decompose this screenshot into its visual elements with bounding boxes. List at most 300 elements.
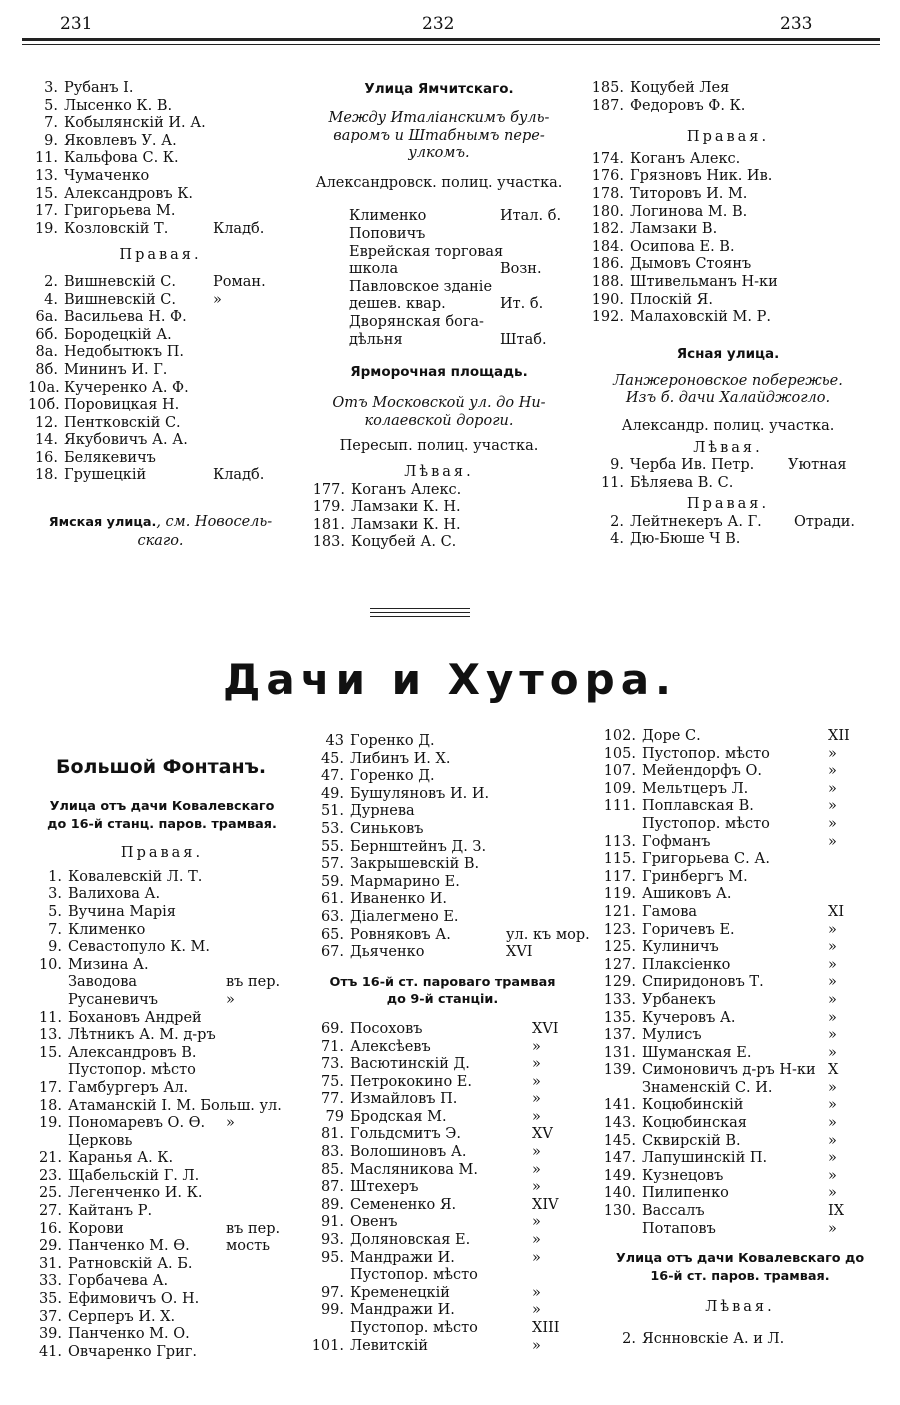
entry-name: Мандражи И. [350, 1249, 455, 1266]
list-entry [588, 475, 868, 493]
entry-name: Ровняковъ А. [350, 926, 451, 943]
list-entry [588, 292, 868, 310]
entry-location: » [828, 1220, 837, 1237]
entry-location: Роман. [213, 273, 266, 290]
police-district-2: Пересып. полиц. участка. [339, 438, 539, 455]
entry-number: 37. [38, 1308, 62, 1325]
list-entry [28, 1309, 296, 1327]
entry-number: 73. [320, 1056, 344, 1073]
entry-number: 27. [38, 1203, 62, 1220]
entry-name: Дю-Бюше Ч В. [630, 531, 741, 548]
text-line: 16-й ст. паров. трамвая. [650, 1268, 830, 1284]
entry-name: Петрококино Е. [350, 1073, 472, 1090]
list-entry [596, 974, 884, 992]
bottom-column-2 [310, 733, 590, 1355]
area-title: Большой Фонтанъ. [56, 756, 267, 778]
list-entry [305, 226, 573, 244]
entry-number: 131. [603, 1044, 636, 1061]
list-entry [596, 1203, 884, 1221]
entry-location: Уютная [788, 457, 847, 474]
list-entry [310, 1250, 575, 1268]
entry-number: 133. [603, 991, 636, 1008]
entry-name: Мармарино Е. [350, 873, 460, 890]
square-title: Ярморочная площадь. [350, 364, 528, 381]
entry-name: Кулиничъ [642, 939, 719, 956]
list-entry [596, 816, 884, 834]
entry-number: 53. [320, 820, 344, 837]
entry-number: 65. [320, 926, 344, 943]
entry-name: Панченко М. Ѳ. [68, 1238, 190, 1255]
entry-name: Церковь [68, 1132, 133, 1149]
entry-location: IX [828, 1203, 845, 1220]
entry-name: Бородецкій А. [64, 326, 172, 343]
list-entry [588, 457, 868, 475]
entry-list [28, 869, 296, 1362]
entry-name: Бѣляева В. С. [630, 474, 734, 491]
list-entry [28, 327, 293, 345]
text-block [310, 974, 575, 1009]
list-entry [28, 274, 293, 292]
entry-number: 79 [325, 1108, 344, 1125]
entry-number: 186. [591, 256, 624, 273]
heading-right-2: Правая. [686, 496, 770, 513]
entry-number: 43 [325, 733, 344, 749]
street-reference [28, 513, 293, 551]
list-entry [28, 1273, 296, 1291]
text-block [305, 395, 573, 430]
entry-name: Мининъ И. Г. [64, 361, 168, 378]
entry-name: Осипова Е. В. [630, 238, 735, 255]
entry-name: Пустопор. мѣсто [350, 1320, 478, 1336]
entry-name: Черба Ив. Петр. [630, 457, 755, 474]
entry-number: 91. [320, 1214, 344, 1231]
entry-name: Чумаченко [64, 167, 150, 184]
entry-name: Поповичъ [349, 225, 426, 242]
list-entry [28, 1221, 296, 1239]
list-entry [305, 499, 573, 517]
entry-location: » [828, 974, 837, 991]
entry-location: » [828, 1027, 837, 1044]
heading-right: Правая. [686, 129, 770, 146]
list-entry [588, 204, 868, 222]
bottom-column-3 [596, 728, 884, 1349]
entry-name: Коцубей А. С. [351, 534, 457, 551]
entry-name: Григорьева С. А. [642, 851, 770, 868]
entry-number: 23. [38, 1167, 62, 1184]
text-line: Между Италіанскимъ буль- [328, 110, 550, 126]
bottom-column-1 [28, 756, 296, 1361]
entry-name: Легенченко И. К. [68, 1185, 203, 1202]
entry-location: Отради. [794, 513, 856, 530]
entry-list [588, 514, 868, 549]
list-entry [28, 362, 293, 380]
list-entry [305, 534, 573, 552]
entry-number: 111. [603, 798, 636, 815]
entry-number: 57. [320, 856, 344, 873]
entry-location: XII [828, 728, 850, 744]
entry-name: Дурнева [350, 803, 415, 820]
entry-number: 3. [44, 80, 58, 96]
entry-name: Пилипенко [642, 1185, 729, 1202]
entry-location: Кладб. [213, 220, 265, 237]
list-entry [28, 168, 293, 186]
entry-name: Ашиковъ А. [642, 886, 732, 903]
entry-number: 179. [312, 499, 345, 516]
entry-number: 185. [591, 80, 624, 96]
entry-number: 41. [38, 1343, 62, 1360]
entry-list [596, 1331, 884, 1349]
entry-number: 89. [320, 1196, 344, 1213]
entry-list [588, 151, 868, 327]
entry-number: 97. [320, 1284, 344, 1301]
list-entry [28, 1133, 296, 1151]
entry-name: Коцубей Лея [630, 80, 730, 96]
entry-number: 3. [48, 886, 62, 903]
entry-name: Григорьева М. [64, 203, 176, 220]
entry-name: Панченко М. О. [68, 1326, 190, 1343]
entry-number: 190. [591, 291, 624, 308]
list-entry [305, 208, 573, 226]
list-entry [28, 1256, 296, 1274]
entry-name: Горенко Д. [350, 768, 435, 785]
entry-name: Коганъ Алекс. [630, 150, 741, 167]
list-entry [28, 397, 293, 415]
list-entry [28, 992, 296, 1010]
entry-location: » [828, 956, 837, 973]
list-entry [28, 98, 293, 116]
entry-name: Либинъ И. Х. [350, 750, 451, 767]
entry-number: 101. [311, 1337, 344, 1354]
entry-name: Кайтанъ Р. [68, 1203, 153, 1220]
list-entry [305, 279, 573, 297]
text-block [596, 1250, 884, 1285]
entry-number: 183. [312, 534, 345, 551]
entry-name: школа [349, 261, 399, 278]
list-entry [310, 891, 575, 909]
entry-name: Горбачева А. [68, 1273, 169, 1290]
entry-name: Доре С. [642, 728, 701, 744]
entry-number: 11. [38, 1009, 62, 1026]
list-entry [28, 309, 293, 327]
entry-name: Пустопор. мѣсто [350, 1267, 478, 1284]
list-entry [310, 1021, 575, 1039]
entry-location: » [828, 798, 837, 815]
list-entry [310, 1144, 575, 1162]
text-line: Отъ Московской ул. до Ни- [332, 395, 546, 412]
entry-location: въ пер. [226, 974, 281, 991]
list-entry [28, 450, 293, 468]
entry-list [28, 274, 293, 485]
entry-number: 6а. [35, 309, 58, 326]
entry-number: 174. [591, 150, 624, 167]
heading-right: Правая. [120, 845, 204, 862]
entry-name: Логинова М. В. [630, 203, 748, 220]
list-entry [596, 1331, 884, 1349]
entry-name: Валихова А. [68, 886, 161, 903]
header-rule [22, 38, 880, 41]
entry-location: » [828, 1132, 837, 1149]
list-entry [588, 514, 868, 532]
entry-number: 93. [320, 1232, 344, 1249]
heading-left: Лѣвая. [693, 439, 763, 456]
entry-name: Гамбургеръ Ал. [68, 1079, 189, 1096]
list-entry [596, 728, 884, 746]
top-column-1 [28, 80, 293, 551]
entry-name: Грязновъ Ник. Ив. [630, 168, 773, 185]
list-entry [310, 1214, 575, 1232]
list-entry [305, 482, 573, 500]
entry-name: Штехеръ [350, 1179, 419, 1196]
street-title: Улица Ямчитскаго. [364, 81, 514, 97]
list-entry [28, 1344, 296, 1362]
list-entry [305, 244, 573, 262]
entry-name: Мельтцеръ Л. [642, 780, 749, 797]
entry-name: Серперъ И. Х. [68, 1308, 176, 1325]
entry-name: Бохановъ Андрей [68, 1009, 202, 1026]
list-entry [310, 768, 575, 786]
entry-name: Симоновичъ д-ръ Н-ки [642, 1062, 816, 1079]
entry-name: Шуманская Е. [642, 1044, 752, 1061]
entry-name: Лейтнекеръ А. Г. [630, 513, 762, 530]
entry-location: мость [226, 1238, 271, 1255]
entry-number: 61. [320, 891, 344, 908]
text-line: Улица отъ дачи Ковалевскаго до [615, 1251, 865, 1267]
entry-number: 19. [34, 220, 58, 237]
entry-number: 102. [603, 728, 636, 744]
entry-number: 6б. [35, 326, 58, 343]
heading-left: Лѣвая. [404, 463, 474, 480]
entry-name: Измайловъ П. [350, 1091, 458, 1108]
entry-location: » [828, 1115, 837, 1132]
entry-number: 10. [38, 956, 62, 973]
section-divider [370, 608, 470, 620]
entry-number: 13. [38, 1027, 62, 1044]
entry-name: Плоскій Я. [630, 291, 713, 308]
entry-location: » [828, 780, 837, 797]
entry-number: 17. [38, 1079, 62, 1096]
entry-name: Волошиновъ А. [350, 1144, 467, 1161]
entry-name: Васильева Н. Ф. [64, 309, 187, 326]
list-entry [28, 1203, 296, 1221]
entry-name: Кременецкій [350, 1284, 450, 1301]
entry-number: 177. [312, 481, 345, 498]
list-entry [310, 821, 575, 839]
entry-number: 115. [603, 851, 636, 868]
entry-location: XIII [532, 1320, 560, 1336]
entry-number: 7. [48, 921, 62, 938]
entry-number: 129. [603, 974, 636, 991]
text-block [588, 373, 868, 408]
entry-name: Масляникова М. [350, 1161, 478, 1178]
entry-number: 83. [320, 1144, 344, 1161]
entry-number: 35. [38, 1291, 62, 1308]
text-block [28, 798, 296, 833]
entry-number: 178. [591, 185, 624, 202]
list-entry [310, 926, 590, 945]
list-entry [28, 1238, 296, 1256]
entry-location: Кладб. [213, 467, 265, 484]
list-entry [28, 344, 293, 362]
entry-name: Титоровъ И. М. [630, 185, 748, 202]
entry-number: 9. [48, 939, 62, 956]
entry-location: X [828, 1062, 839, 1079]
list-entry [596, 1080, 884, 1098]
entry-number: 147. [603, 1150, 636, 1167]
entry-list [310, 1021, 575, 1355]
section-title: Дачи и Хутора. [222, 655, 677, 704]
entry-name: Мизина А. [68, 956, 149, 973]
list-entry [596, 992, 884, 1010]
list-entry [596, 781, 884, 799]
text-line: Улица отъ дачи Ковалевскаго [49, 799, 275, 814]
entry-location: ул. къ мор. [506, 926, 590, 943]
list-entry [310, 839, 575, 857]
entry-location: » [532, 1302, 541, 1319]
entry-name: Каранья А. К. [68, 1150, 174, 1167]
entry-name: Синьковъ [350, 820, 424, 837]
page-number-center: 232 [422, 14, 455, 34]
entry-number: 139. [603, 1062, 636, 1079]
list-entry [596, 869, 884, 887]
entry-number: 140. [603, 1185, 636, 1202]
entry-location: » [828, 991, 837, 1008]
entry-name: Заводова [68, 974, 138, 991]
entry-name: Плаксіенко [642, 956, 731, 973]
entry-name: Закрышевскій В. [350, 856, 480, 873]
entry-location: » [828, 921, 837, 938]
entry-number: 47. [320, 768, 344, 785]
list-entry [596, 1221, 884, 1239]
entry-name: Федоровъ Ф. К. [630, 97, 746, 114]
text-line: до 9-й станціи. [386, 992, 499, 1008]
entry-name: Коцюбинскій [642, 1097, 744, 1114]
entry-name: Вишневскій С. [64, 273, 177, 290]
entry-list [28, 80, 293, 238]
list-entry [588, 98, 868, 116]
entry-name: Ламзаки К. Н. [351, 499, 461, 516]
entry-name: Рубанъ І. [64, 80, 134, 96]
entry-number: 105. [603, 745, 636, 762]
entry-number: 59. [320, 873, 344, 890]
list-entry [28, 203, 293, 221]
entry-location: » [828, 815, 837, 832]
entry-number: 15. [34, 185, 58, 202]
list-entry [596, 886, 884, 904]
entry-name: Ефимовичъ О. Н. [68, 1291, 200, 1308]
entry-name: Бушуляновъ И. И. [350, 785, 490, 802]
list-entry [305, 314, 573, 332]
list-entry [596, 922, 884, 940]
entry-name: Ковалевскій Л. Т. [68, 868, 203, 885]
entry-number: 176. [591, 168, 624, 185]
list-entry [310, 1109, 575, 1127]
entry-number: 143. [603, 1115, 636, 1132]
entry-number: 5. [44, 97, 58, 114]
entry-name: Вассалъ [642, 1203, 705, 1220]
entry-name: Яковлевъ У. А. [64, 132, 177, 149]
list-entry [588, 256, 868, 274]
entry-number: 9. [610, 457, 624, 474]
entry-name: Севастопуло К. М. [68, 939, 210, 956]
entry-number: 5. [48, 903, 62, 920]
entry-name: Павловское зданіе [349, 278, 493, 295]
entry-list [588, 80, 868, 115]
entry-number: 10а. [28, 379, 60, 396]
list-entry [310, 1267, 575, 1285]
entry-number: 109. [603, 780, 636, 797]
entry-number: 51. [320, 803, 344, 820]
street-name: Ямская улица. [48, 515, 157, 531]
entry-name: Горенко Д. [350, 733, 435, 749]
entry-name: Недобытюкъ П. [64, 344, 184, 361]
entry-number: 18. [38, 1097, 62, 1114]
entry-name: Поплавская В. [642, 798, 754, 815]
list-entry [28, 1168, 296, 1186]
list-entry [310, 1320, 575, 1338]
entry-number: 11. [600, 474, 624, 491]
heading-right: Правая. [119, 247, 202, 264]
list-entry [588, 186, 868, 204]
list-entry [28, 1150, 296, 1168]
entry-number: 135. [603, 1009, 636, 1026]
entry-location: XIV [532, 1196, 559, 1213]
list-entry [310, 1179, 575, 1197]
entry-name: Пономаревъ О. Ѳ. [68, 1115, 206, 1132]
entry-name: Гофманъ [642, 833, 711, 850]
entry-number: 10б. [28, 397, 60, 414]
entry-name: Вишневскій С. [64, 291, 177, 308]
entry-location: XVI [532, 1020, 559, 1037]
entry-location: » [532, 1232, 541, 1249]
entry-number: 145. [603, 1132, 636, 1149]
entry-number: 14. [34, 432, 58, 449]
list-entry [28, 115, 293, 133]
entry-name: Семененко Я. [350, 1196, 457, 1213]
entry-name: Дьяченко [350, 944, 425, 961]
entry-name: Лысенко К. В. [64, 97, 173, 114]
entry-name: Гольдсмитъ Э. [350, 1126, 461, 1143]
list-entry [28, 1185, 296, 1203]
text-line: до 16-й станц. паров. трамвая. [47, 816, 277, 832]
text-line: улкомъ. [408, 145, 470, 162]
list-entry [305, 261, 573, 279]
entry-location: » [532, 1108, 541, 1125]
entry-name: Вучина Марія [68, 903, 176, 920]
list-entry [596, 763, 884, 781]
entry-name: Поровицкая Н. [64, 397, 180, 414]
entry-number: 2. [610, 513, 624, 530]
entry-list [305, 482, 573, 552]
entry-location: XVI [506, 944, 533, 961]
entry-number: 113. [603, 833, 636, 850]
list-entry [310, 909, 575, 927]
entry-number: 85. [320, 1161, 344, 1178]
entry-name: Корови [68, 1220, 124, 1237]
entry-number: 95. [320, 1249, 344, 1266]
entry-name: Кобылянскій И. А. [64, 115, 206, 132]
list-entry [28, 186, 293, 204]
heading-left: Лѣвая. [705, 1299, 775, 1316]
entry-number: 8а. [35, 344, 58, 361]
entry-number: 117. [603, 868, 636, 885]
entry-number: 87. [320, 1179, 344, 1196]
list-entry [305, 517, 573, 535]
entry-list [588, 457, 868, 492]
entry-list [310, 733, 590, 962]
list-entry [596, 798, 884, 816]
entry-number: 75. [320, 1073, 344, 1090]
entry-location: » [532, 1038, 541, 1055]
